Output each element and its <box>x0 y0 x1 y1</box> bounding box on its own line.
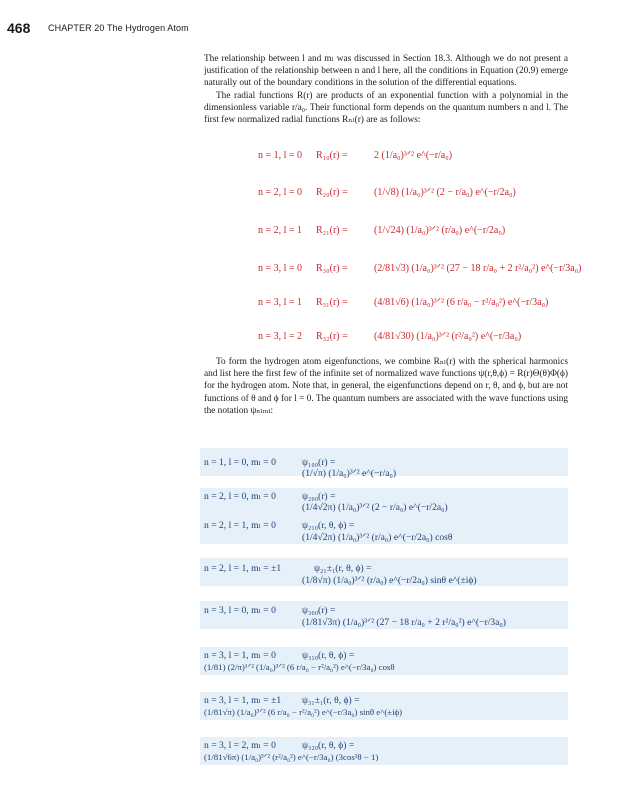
running-title: CHAPTER 20 The Hydrogen Atom <box>48 23 189 33</box>
eq-rhs: (1/4√2π) (1/a₀)³ᐟ² (r/a₀) e^(−r/2a₀) cosθ <box>302 532 453 543</box>
eq-rhs: (4/81√30) (1/a₀)³ᐟ² (r²/a₀²) e^(−r/3a₀) <box>374 331 522 342</box>
eq-condition: n = 2, l = 1 <box>258 225 303 236</box>
eq-lhs: ψ₃₁±₁(r, θ, ϕ) = <box>302 695 360 706</box>
eq-rhs: (1/81) (2/π)¹ᐟ² (1/a₀)³ᐟ² (6 r/a₀ − r²/a₀²) e^(−r/3a₀) cosθ <box>204 662 395 672</box>
eq-condition: n = 3, l = 1 <box>258 297 303 308</box>
eq-lhs: ψ₂₁₀(r, θ, ϕ) = <box>302 520 355 531</box>
eq-rhs: (1/4√2π) (1/a₀)³ᐟ² (2 − r/a₀) e^(−r/2a₀) <box>302 502 448 513</box>
eq-rhs: (4/81√6) (1/a₀)³ᐟ² (6 r/a₀ − r²/a₀²) e^(−r/3a₀) <box>374 297 549 308</box>
eq-lhs: ψ₃₂₀(r, θ, ϕ) = <box>302 740 355 751</box>
eq-rhs: (2/81√3) (1/a₀)³ᐟ² (27 − 18 r/a₀ + 2 r²/a₀²) e^(−r/3a₀) <box>374 263 582 274</box>
eq-rhs: (1/√π) (1/a₀)³ᐟ² e^(−r/a₀) <box>302 468 397 479</box>
eq-lhs: R₂₀(r) = <box>316 187 348 198</box>
eq-rhs: (1/8√π) (1/a₀)³ᐟ² (r/a₀) e^(−r/2a₀) sinθ e^(±iϕ) <box>302 575 477 586</box>
eq-lhs: ψ₃₀₀(r) = <box>302 605 336 616</box>
eq-lhs: R₃₁(r) = <box>316 297 348 308</box>
eq-lhs: R₃₀(r) = <box>316 263 348 274</box>
eq-rhs: (1/81√π) (1/a₀)³ᐟ² (6 r/a₀ − r²/a₀²) e^(−r/3a₀) sinθ e^(±iϕ) <box>204 707 403 717</box>
eq-rhs: 2 (1/a₀)³ᐟ² e^(−r/a₀) <box>374 150 453 161</box>
eq-lhs: R₁₀(r) = <box>316 150 348 161</box>
eq-lhs: ψ₃₁₀(r, θ, ϕ) = <box>302 650 355 661</box>
eq-condition: n = 3, l = 0, mₗ = 0 <box>204 605 276 616</box>
eq-lhs: ψ₂₁±₁(r, θ, ϕ) = <box>314 563 372 574</box>
eq-condition: n = 3, l = 2, mₗ = 0 <box>204 740 276 751</box>
paragraph-wavefunctions <box>204 356 568 417</box>
eq-condition: n = 2, l = 0, mₗ = 0 <box>204 491 276 502</box>
paragraph-3: To form the hydrogen atom eigenfunctions, we combine Rₙₗ(r) with the spherical harmonics and list here the first few of the infinite set of normalized wave functions ψ(r,θ,ϕ) = R(r)Θ(θ)Φ(ϕ) for the hydrogen atom. Note that, in general, the eigenfunctions depend on r, θ, and ϕ, but are not functions of θ and ϕ for l = 0. The quantum numbers are associated with the wave functions using the notation ψₙₗₘₗ: <box>204 357 568 416</box>
eq-condition: n = 3, l = 0 <box>258 263 303 274</box>
eq-condition: n = 3, l = 1, mₗ = 0 <box>204 650 276 661</box>
eq-lhs: ψ₂₀₀(r) = <box>302 491 336 502</box>
eq-condition: n = 3, l = 1, mₗ = ±1 <box>204 695 282 706</box>
eq-lhs: R₂₁(r) = <box>316 225 348 236</box>
eq-rhs: (1/81√6π) (1/a₀)³ᐟ² (r²/a₀²) e^(−r/3a₀) (3cos²θ − 1) <box>204 752 379 762</box>
page-number: 468 <box>7 20 31 36</box>
eq-condition: n = 3, l = 2 <box>258 331 303 342</box>
eq-rhs: (1/√8) (1/a₀)³ᐟ² (2 − r/a₀) e^(−r/2a₀) <box>374 187 516 198</box>
eq-condition: n = 2, l = 1, mₗ = ±1 <box>204 563 282 574</box>
eq-rhs: (1/√24) (1/a₀)³ᐟ² (r/a₀) e^(−r/2a₀) <box>374 225 506 236</box>
paragraph-2: The radial functions R(r) are products of an exponential function with a polynomial in the dimensionless variable r/a₀. Their functional form depends on the quantum numbers n and l. The first few normalized radial functions Rₙₗ(r) are as follows: <box>204 90 568 126</box>
eq-rhs: (1/81√3π) (1/a₀)³ᐟ² (27 − 18 r/a₀ + 2 r²/a₀²) e^(−r/3a₀) <box>302 617 506 628</box>
eq-lhs: ψ₁₀₀(r) = <box>302 457 336 468</box>
eq-condition: n = 1, l = 0, mₗ = 0 <box>204 457 276 468</box>
paragraph-1: The relationship between l and mₗ was discussed in Section 18.3. Although we do not present a justification of the relationship between n and l here, all the conditions in Equation (20.9) emerge naturally out of the boundary conditions in the solution of the differential equations. <box>204 54 568 89</box>
eq-condition: n = 1, l = 0 <box>258 150 303 161</box>
paragraph-intro <box>204 53 568 126</box>
eq-condition: n = 2, l = 1, mₗ = 0 <box>204 520 276 531</box>
eq-lhs: R₃₂(r) = <box>316 331 348 342</box>
eq-condition: n = 2, l = 0 <box>258 187 303 198</box>
